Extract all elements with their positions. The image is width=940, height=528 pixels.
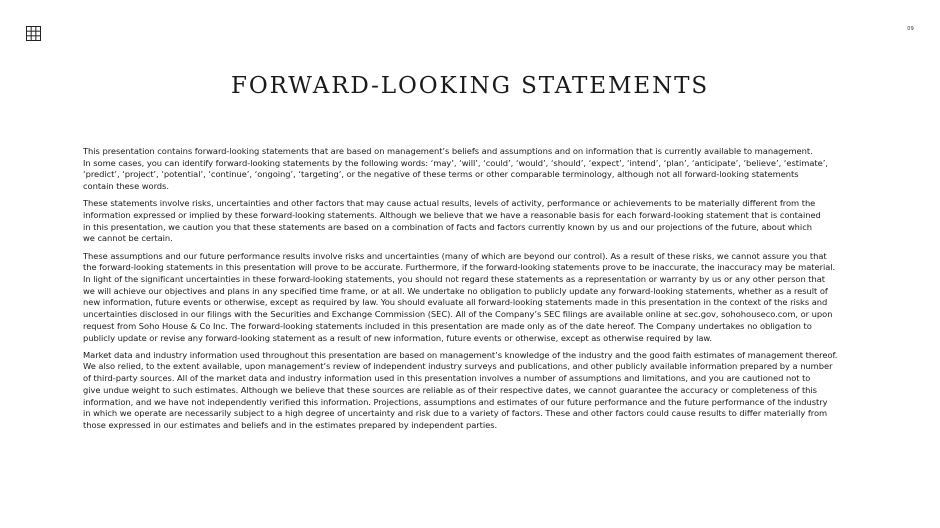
paragraph-market-data: Market data and industry information used throughout this presentation are based on management’s knowledge of the industry and the good faith estimates of management thereof. We also relied, to the extent available, upon management’s review of independent industry surveys and publications, and other publicly available information prepared by a number of third-party sources. All of the market data and industry information used in this presentation involves a number of assumptions and limitations, and you are cautioned not to give undue weight to such estimates. Although we believe that these sources are reliable as of their respective dates, we cannot guarantee the accuracy or completeness of this information, and we have not independently verified this information. Projections, assumptions and estimates of our future performance and the future performance of the industry in which we operate are necessarily subject to a high degree of uncertainty and risk due to a variety of factors. These and other factors could cause results to differ materially from those expressed in our estimates and beliefs and in the estimates prepared by independent parties. bbox=[83, 349, 838, 430]
paragraph-risks: These statements involve risks, uncertainties and other factors that may cause actual results, levels of activity, performance or achievements to be materially different from the information expressed or implied by these forward-looking statements. Although we believe that we have a reasonable basis for each forward-looking statement that is contained in this presentation, we caution you that these statements are based on a combination of facts and factors currently known by us and our projections of the future, about which we cannot be certain. bbox=[83, 198, 821, 244]
paragraph-assumptions: These assumptions and our future performance results involve risks and uncertainties (many of which are beyond our control). As a result of these risks, we cannot assure you that the forward-looking statements in this presentation will prove to be accurate. Furthermore, if the forward-looking statements prove to be inaccurate, the inaccuracy may be material. In light of the significant uncertainties in these forward-looking statements, you should not regard these statements as a representation or warranty by us or any other person that we will achieve our objectives and plans in any specified time frame, or at all. We undertake no obligation to publicly update any forward-looking statements, whether as a result of new information, future events or otherwise, except as required by law. You should evaluate all forward-looking statements made in this presentation in the context of the risks and uncertainties disclosed in our filings with the Securities and Exchange Commission (SEC). All of the Company’s SEC filings are available online at sec.gov, sohohouseco.com, or upon request from Soho House & Co Inc. The forward-looking statements included in this presentation are made only as of the date hereof. The Company undertakes no obligation to publicly update or revise any forward-looking statement as a result of new information, future events or otherwise, except as otherwise required by law. bbox=[83, 250, 836, 343]
grid-menu-icon[interactable] bbox=[26, 26, 41, 41]
page-title: FORWARD-LOOKING STATEMENTS bbox=[230, 73, 710, 99]
page-number: 09 bbox=[907, 26, 914, 32]
disclaimer-body bbox=[83, 146, 863, 437]
paragraph-forward-looking-intro: This presentation contains forward-looking statements that are based on management’s beliefs and assumptions and on information that is currently available to management. In some cases, you can identify forward-looking statements by the following words: ‘may’, ‘will’, ‘could’, ‘would’, ‘should’, ‘expect’, ‘intend’, ‘plan’, ‘anticipate’, ‘believe’, ‘estimate’, ‘predict’, ‘project’, ‘potential’, ‘continue’, ‘ongoing’, ‘targeting’, or the negative of these terms or other comparable terminology, although not all forward-looking statements contain these words. bbox=[83, 146, 828, 192]
grid-icon-graphic bbox=[26, 26, 41, 41]
